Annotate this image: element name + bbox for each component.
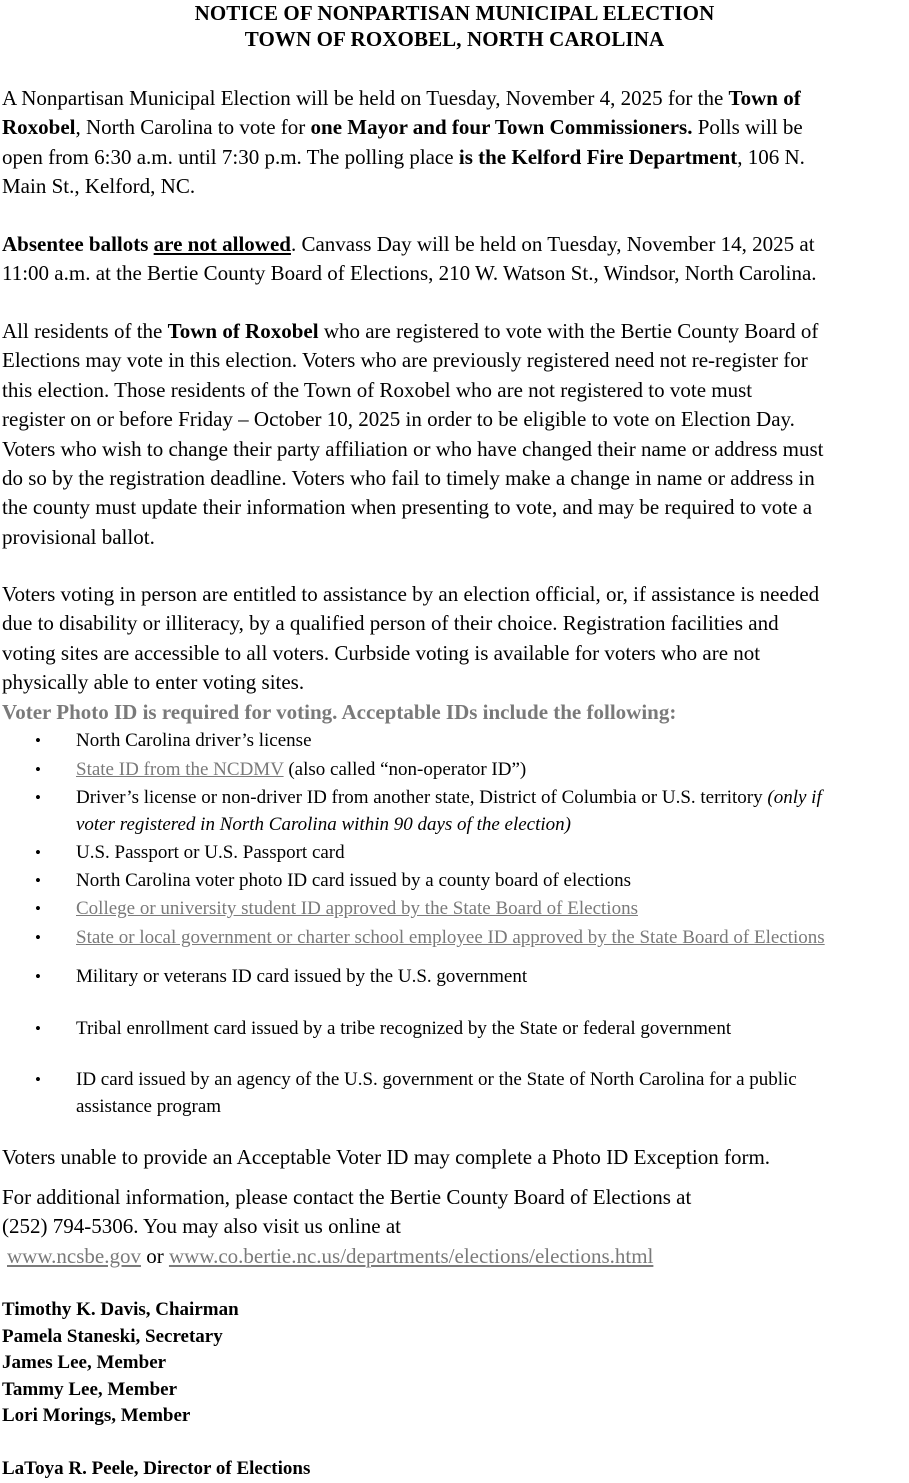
bertie-elections-link[interactable]: www.co.bertie.nc.us/departments/elections/elections.html bbox=[168, 1243, 654, 1268]
list-item-text: North Carolina driver’s license bbox=[76, 730, 312, 751]
text-line: due to disability or illiteracy, by a qualified person of their choice. Registration facilities and bbox=[2, 611, 779, 636]
text-span: open from 6:30 a.m. until 7:30 p.m. The polling place bbox=[2, 144, 459, 169]
bullet-icon: • bbox=[35, 760, 41, 779]
italic-note: (only if bbox=[767, 787, 822, 808]
signature-secretary: Pamela Staneski, Secretary bbox=[2, 1325, 223, 1347]
text-line: the county must update their information when presenting to vote, and may be required to vote a bbox=[2, 495, 813, 520]
text-line: Voters voting in person are entitled to assistance by an election official, or, if assistance is needed bbox=[2, 582, 820, 606]
town-name-bold: Town of bbox=[728, 86, 801, 110]
text-span: All residents of the bbox=[2, 319, 168, 343]
signature-chairman: Timothy K. Davis, Chairman bbox=[2, 1299, 239, 1320]
text-span: , North Carolina to vote for bbox=[75, 115, 311, 140]
text-line: voting sites are accessible to all voters. Curbside voting is available for voters who are not bbox=[2, 640, 761, 665]
list-item-text: assistance program bbox=[76, 1096, 222, 1117]
contact-paragraph bbox=[2, 1183, 909, 1271]
signature-member: James Lee, Member bbox=[2, 1352, 167, 1373]
italic-note: voter registered in North Carolina within 90 days of the election) bbox=[76, 814, 572, 835]
town-name-bold: Roxobel bbox=[2, 115, 76, 140]
not-allowed-bold-underlined: are not allowed bbox=[153, 232, 291, 256]
bullet-icon: • bbox=[35, 788, 41, 807]
text-line: this election. Those residents of the Town of Roxobel who are not registered to vote must bbox=[2, 377, 753, 402]
signature-director: LaToya R. Peele, Director of Elections bbox=[2, 1458, 311, 1479]
text-span: Polls will be bbox=[692, 115, 803, 140]
registration-paragraph bbox=[2, 317, 909, 552]
list-item-text: (also called “non-operator ID”) bbox=[283, 759, 527, 780]
text-line: Elections may vote in this election. Voters who are previously registered need not re-register for bbox=[2, 348, 808, 373]
list-item-text: U.S. Passport or U.S. Passport card bbox=[76, 842, 345, 863]
text-span: , 106 N. bbox=[737, 144, 805, 169]
photo-id-heading: Voter Photo ID is required for voting. Acceptable IDs include the following: bbox=[2, 699, 677, 724]
bullet-icon: • bbox=[35, 843, 41, 862]
director-signature bbox=[2, 1456, 310, 1483]
text-line: Voters unable to provide an Acceptable Voter ID may complete a Photo ID Exception form. bbox=[2, 1145, 771, 1169]
title-line-2: TOWN OF ROXOBEL, NORTH CAROLINA bbox=[244, 27, 665, 51]
absentee-bold: Absentee ballots bbox=[2, 232, 154, 256]
text-line: 11:00 a.m. at the Bertie County Board of Elections, 210 W. Watson St., Windsor, North Carolina. bbox=[2, 261, 817, 286]
list-item-text: Driver’s license or non-driver ID from another state, District of Columbia or U.S. territory bbox=[76, 787, 768, 808]
bullet-icon: • bbox=[35, 1070, 41, 1089]
ncsbe-link[interactable]: www.ncsbe.gov bbox=[7, 1243, 141, 1268]
list-item-text: Military or veterans ID card issued by the U.S. government bbox=[76, 966, 528, 987]
assistance-paragraph bbox=[2, 580, 909, 727]
list-item-text: North Carolina voter photo ID card issued by a county board of elections bbox=[76, 870, 632, 891]
signature-member: Lori Morings, Member bbox=[2, 1405, 191, 1426]
text-line: Main St., Kelford, NC. bbox=[2, 174, 196, 199]
notice-title bbox=[0, 0, 909, 52]
absentee-canvass-paragraph bbox=[2, 230, 909, 289]
exception-paragraph bbox=[2, 1143, 909, 1172]
text-line: do so by the registration deadline. Voters who fail to timely make a change in name or address in bbox=[2, 466, 815, 491]
title-line-1: NOTICE OF NONPARTISAN MUNICIPAL ELECTION bbox=[194, 1, 715, 25]
text-line: register on or before Friday – October 10, 2025 in order to be eligible to vote on Election Day. bbox=[2, 407, 795, 432]
student-id-link[interactable]: College or university student ID approved by the State Board of Elections bbox=[76, 898, 638, 919]
bullet-icon: • bbox=[35, 967, 41, 986]
bullet-icon: • bbox=[35, 731, 41, 750]
list-item-text: ID card issued by an agency of the U.S. government or the State of North Carolina for a public bbox=[76, 1069, 797, 1090]
signature-member: Tammy Lee, Member bbox=[2, 1378, 177, 1400]
offices-bold: one Mayor and four Town Commissioners. bbox=[310, 115, 693, 140]
ncdmv-state-id-link[interactable]: State ID from the NCDMV bbox=[76, 759, 284, 780]
text-line: physically able to enter voting sites. bbox=[2, 670, 305, 695]
employee-id-link[interactable]: State or local government or charter school employee ID approved by the State Board of Elections bbox=[76, 927, 825, 948]
text-span: A Nonpartisan Municipal Election will be held on Tuesday, November 4, 2025 for the bbox=[2, 86, 729, 110]
election-details-paragraph bbox=[2, 84, 909, 202]
text-line: Voters who wish to change their party affiliation or who have changed their name or address must bbox=[2, 436, 824, 461]
text-span: . Canvass Day will be held on Tuesday, November 14, 2025 at bbox=[290, 232, 815, 256]
text-line: (252) 794-5306. You may also visit us online at bbox=[2, 1214, 401, 1239]
polling-place-bold: is the Kelford Fire Department bbox=[458, 144, 738, 169]
text-line: provisional ballot. bbox=[2, 524, 155, 549]
text-span: who are registered to vote with the Bertie County Board of bbox=[318, 319, 819, 343]
bullet-icon: • bbox=[35, 928, 41, 947]
board-signatures bbox=[2, 1297, 239, 1430]
bullet-icon: • bbox=[35, 871, 41, 890]
town-name-bold: Town of Roxobel bbox=[167, 319, 319, 343]
bullet-icon: • bbox=[35, 1019, 41, 1038]
text-line: For additional information, please contact the Bertie County Board of Elections at bbox=[2, 1185, 692, 1209]
bullet-icon: • bbox=[35, 899, 41, 918]
text-span: or bbox=[140, 1243, 169, 1268]
list-item-text: Tribal enrollment card issued by a tribe recognized by the State or federal government bbox=[76, 1018, 732, 1039]
